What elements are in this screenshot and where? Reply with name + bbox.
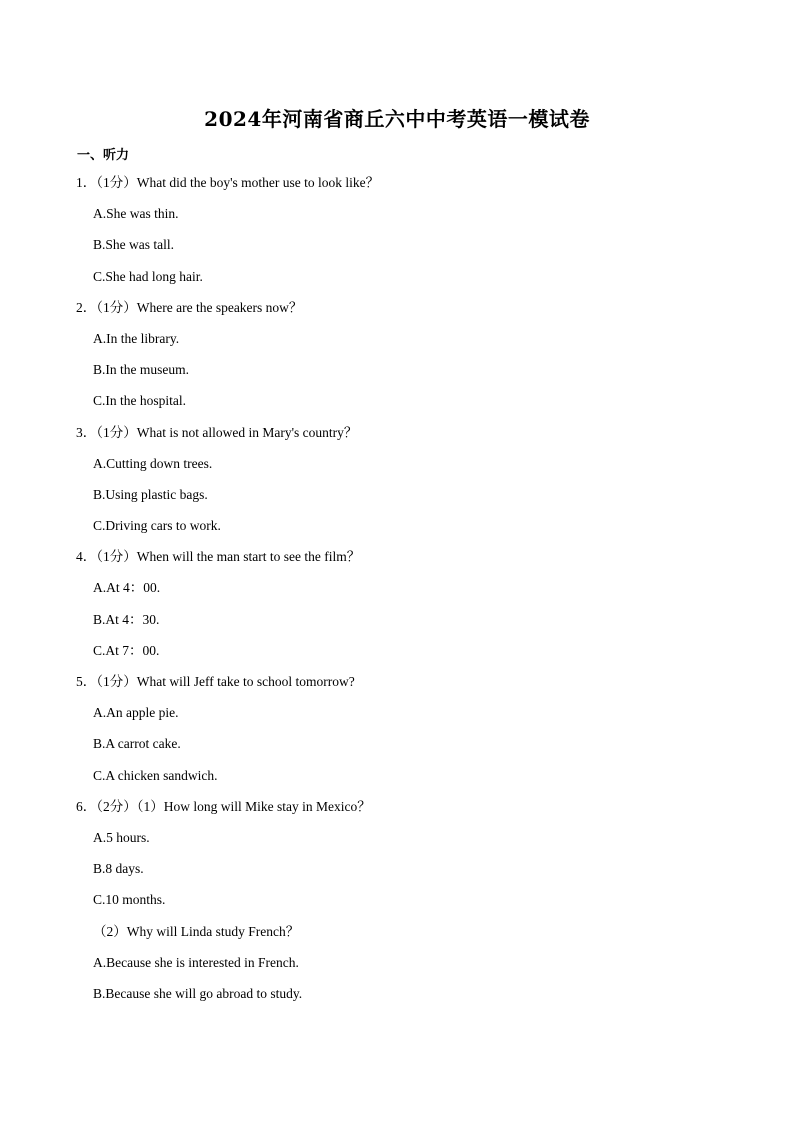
question-4-option-a: A.At 4：00. <box>93 580 161 596</box>
question-6-sub-stem: （2）Why will Linda study French？ <box>93 923 300 939</box>
question-1-stem: 1．（1分）What did the boy's mother use to look like？ <box>76 175 380 190</box>
question-list <box>0 172 794 1014</box>
question-3-option-b: B.Using plastic bags. <box>93 486 208 502</box>
question-3-option-a: A.Cutting down trees. <box>93 455 213 471</box>
question-2-stem: 2．（1分）Where are the speakers now？ <box>76 299 303 315</box>
question-4-stem: 4．（1分）When will the man start to see the film？ <box>76 549 361 565</box>
page-title: 2024年河南省商丘六中中考英语一模试卷 <box>204 107 590 131</box>
question-1-option-b: B.She was tall. <box>93 237 174 253</box>
question-6-option-b: B.8 days. <box>93 861 144 877</box>
question-2-option-a: A.In the library. <box>93 330 180 346</box>
question-1-option-a: A.She was thin. <box>93 206 179 222</box>
question-6-option-a: A.5 hours. <box>93 829 150 845</box>
question-1-option-c: C.She had long hair. <box>93 268 203 284</box>
question-6-sub-option-b: B.Because she will go abroad to study. <box>93 985 303 1001</box>
question-5-option-c: C.A chicken sandwich. <box>93 767 218 783</box>
question-5-stem: 5．（1分）What will Jeff take to school tomorrow? <box>76 674 355 689</box>
question-3-stem: 3．（1分）What is not allowed in Mary's country？ <box>76 424 358 440</box>
section-heading: 一、听力 <box>77 148 130 163</box>
question-4-option-b: B.At 4：30. <box>93 611 160 627</box>
question-5-option-b: B.A carrot cake. <box>93 736 181 752</box>
question-6-sub-option-a: A.Because she is interested in French. <box>93 954 299 970</box>
question-4-option-c: C.At 7：00. <box>93 642 160 658</box>
question-6-stem: 6．（2分）（1）How long will Mike stay in Mexico？ <box>76 798 371 814</box>
question-5-option-a: A.An apple pie. <box>93 705 179 721</box>
question-2-option-b: B.In the museum. <box>93 362 189 378</box>
question-2-option-c: C.In the hospital. <box>93 393 186 409</box>
question-6-option-c: C.10 months. <box>93 892 166 908</box>
question-3-option-c: C.Driving cars to work. <box>93 518 221 534</box>
